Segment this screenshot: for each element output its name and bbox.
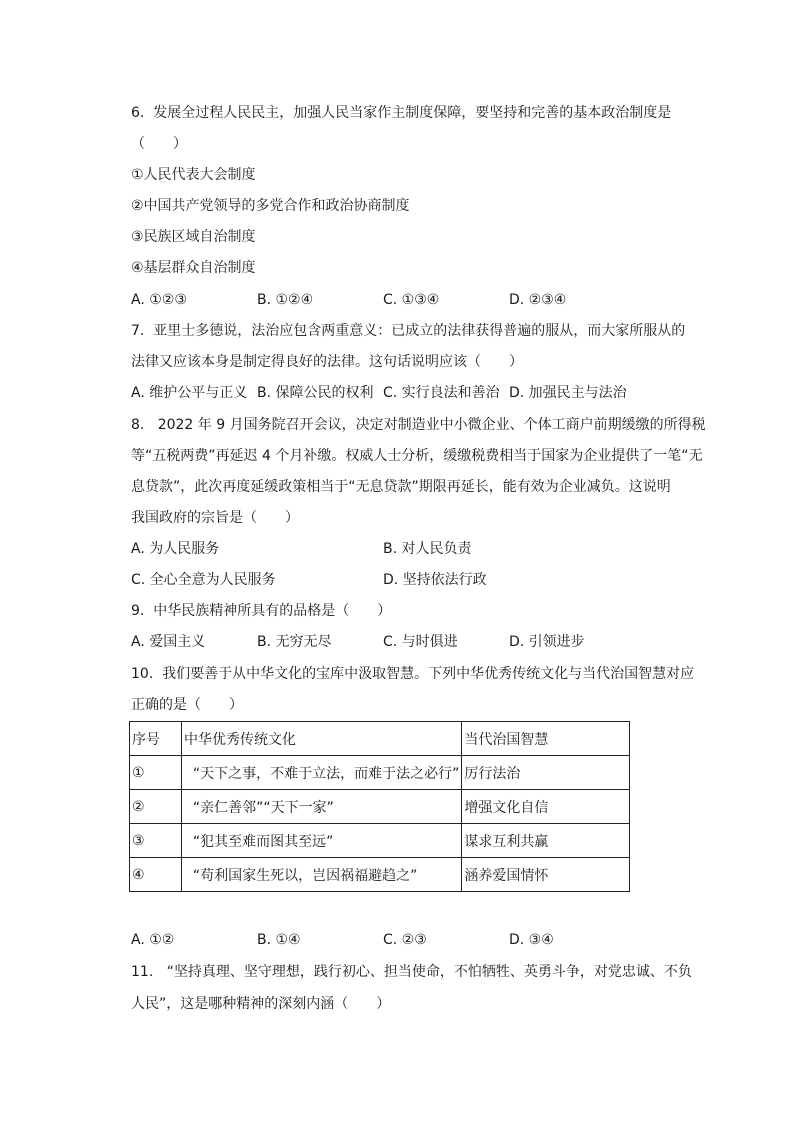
- q10-option-b: B. ①④: [257, 932, 301, 948]
- table-row: [130, 824, 630, 858]
- q6-stem: 6. 发展全过程人民民主，加强人民当家作主制度保障，要坚持和完善的基本政治制度是: [131, 105, 672, 121]
- q8-line-3: 息贷款”，此次再度延缓政策相当于“无息贷款”期限再延长，能有效为企业减负。这说明: [131, 479, 671, 495]
- q11-line-2: 人民”，这是哪种精神的深刻内涵（ ）: [131, 996, 391, 1012]
- table-cell: ④: [130, 858, 182, 892]
- q8-option-c: C. 全心全意为人民服务: [131, 572, 276, 588]
- table-row: [130, 756, 630, 790]
- table-row: [130, 790, 630, 824]
- table-cell: ①: [130, 756, 182, 790]
- table-cell: ③: [130, 824, 182, 858]
- q10-line-2: 正确的是（ ）: [131, 697, 243, 713]
- q6-item-1: ①人民代表大会制度: [131, 167, 256, 183]
- q6-option-a: A. ①②③: [131, 292, 187, 308]
- table-header-cell: 当代治国智慧: [462, 722, 630, 756]
- q8-line-2: 等“五税两费”再延迟 4 个月补缴。权威人士分析，缓缴税费相当于国家为企业提供了一笔“无: [131, 448, 703, 464]
- q8-line-4: 我国政府的宗旨是（ ）: [131, 510, 299, 526]
- table-cell: 涵养爱国情怀: [462, 858, 630, 892]
- table-header-row: [130, 722, 630, 756]
- q6-option-c: C. ①③④: [383, 292, 440, 308]
- table-cell: “亲仁善邻”“天下一家”: [182, 790, 462, 824]
- table-header-cell: 中华优秀传统文化: [182, 722, 462, 756]
- table-header-cell: 序号: [130, 722, 182, 756]
- q9-option-c: C. 与时俱进: [383, 634, 458, 650]
- q9-stem: 9. 中华民族精神所具有的品格是（ ）: [131, 603, 392, 619]
- q6-item-2: ②中国共产党领导的多党合作和政治协商制度: [131, 198, 410, 214]
- table-cell: ②: [130, 790, 182, 824]
- q8-option-a: A. 为人民服务: [131, 541, 220, 557]
- q6-item-3: ③民族区域自治制度: [131, 229, 256, 245]
- table-cell: “天下之事，不难于立法，而难于法之必行”: [182, 756, 462, 790]
- table-cell: 厉行法治: [462, 756, 630, 790]
- q7-line-2: 法律又应该本身是制定得良好的法律。这句话说明应该（ ）: [131, 354, 523, 370]
- q7-option-b: B. 保障公民的权利: [257, 385, 374, 401]
- q10-option-d: D. ③④: [509, 932, 554, 948]
- q11-line-1: 11. “坚持真理、坚守理想，践行初心、担当使命，不怕牺牲、英勇斗争，对党忠诚、不负: [131, 964, 692, 980]
- q9-option-b: B. 无穷无尽: [257, 634, 332, 650]
- table-cell: “犯其至难而图其至远”: [182, 824, 462, 858]
- q6-option-b: B. ①②④: [257, 292, 314, 308]
- q8-option-b: B. 对人民负责: [383, 541, 472, 557]
- q7-line-1: 7. 亚里士多德说，法治应包含两重意义：已成立的法律获得普遍的服从，而大家所服从的: [131, 323, 686, 339]
- q10-table: [129, 721, 630, 892]
- q9-option-d: D. 引领进步: [509, 634, 585, 650]
- q6-blank: （ ）: [131, 136, 187, 152]
- q7-option-a: A. 维护公平与正义: [131, 385, 248, 401]
- q6-item-4: ④基层群众自治制度: [131, 260, 256, 276]
- q8-line-1: 8. 2022 年 9 月国务院召开会议，决定对制造业中小微企业、个体工商户前期缓缴的所得税: [131, 417, 706, 433]
- q9-option-a: A. 爱国主义: [131, 634, 206, 650]
- q10-option-c: C. ②③: [383, 932, 427, 948]
- table-cell: “苟利国家生死以，岂因祸福避趋之”: [182, 858, 462, 892]
- q10-option-a: A. ①②: [131, 932, 175, 948]
- table-cell: 增强文化自信: [462, 790, 630, 824]
- q10-line-1: 10. 我们要善于从中华文化的宝库中汲取智慧。下列中华优秀传统文化与当代治国智慧对应: [131, 666, 695, 682]
- table-row: [130, 858, 630, 892]
- q8-option-d: D. 坚持依法行政: [383, 572, 487, 588]
- q7-option-d: D. 加强民主与法治: [509, 385, 627, 401]
- q6-option-d: D. ②③④: [509, 292, 567, 308]
- table-cell: 谋求互利共赢: [462, 824, 630, 858]
- q7-option-c: C. 实行良法和善治: [383, 385, 500, 401]
